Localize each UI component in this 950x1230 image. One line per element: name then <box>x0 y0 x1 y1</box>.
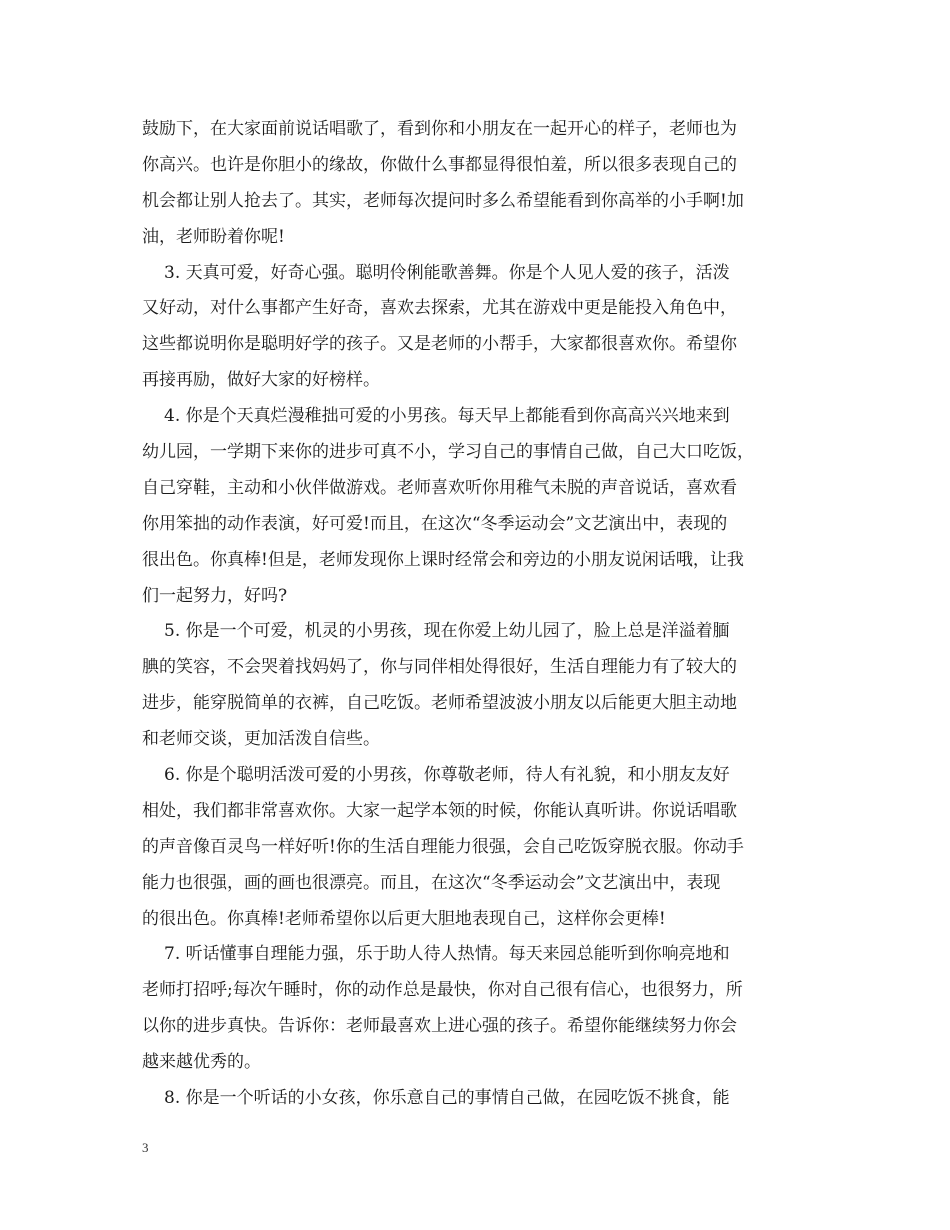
text-line: 能力也很强，画的画也很漂亮。而且，在这次“冬季运动会”文艺演出中，表现 <box>142 872 721 893</box>
text-line: 腆的笑容，不会哭着找妈妈了，你与同伴相处得很好，生活自理能力有了较大的 <box>142 657 737 678</box>
text-line: 越来越优秀的。 <box>142 1052 261 1073</box>
text-line: 油，老师盼着你呢! <box>142 226 285 247</box>
paragraph-7-start: 7. 听话懂事自理能力强，乐于助人待人热情。每天来园总能听到你响亮地和 <box>164 944 730 965</box>
text-line: 们一起努力，好吗? <box>142 585 288 606</box>
text-line: 你高兴。也许是你胆小的缘故，你做什么事都显得很怕羞，所以很多表现自己的 <box>142 154 737 175</box>
text-line: 再接再励，做好大家的好榜样。 <box>142 370 380 391</box>
text-line: 你用笨拙的动作表演，好可爱!而且，在这次“冬季运动会”文艺演出中，表现的 <box>142 513 728 534</box>
paragraph-5-start: 5. 你是一个可爱，机灵的小男孩，现在你爱上幼儿园了，脸上总是洋溢着腼 <box>164 621 730 642</box>
text-line: 的声音像百灵鸟一样好听!你的生活自理能力很强，会自己吃饭穿脱衣服。你动手 <box>142 836 744 857</box>
text-line: 的很出色。你真棒!老师希望你以后更大胆地表现自己，这样你会更棒! <box>142 908 666 929</box>
text-line: 老师打招呼;每次午睡时，你的动作总是最快，你对自己很有信心，也很努力，所 <box>142 980 743 1001</box>
text-line: 幼儿园，一学期下来你的进步可真不小，学习自己的事情自己做，自己大口吃饭， <box>142 442 754 463</box>
paragraph-8-start: 8. 你是一个听话的小女孩，你乐意自己的事情自己做，在园吃饭不挑食，能 <box>164 1088 730 1109</box>
text-line: 很出色。你真棒!但是，老师发现你上课时经常会和旁边的小朋友说闲话哦，让我 <box>142 549 744 570</box>
paragraph-4-start: 4. 你是个天真烂漫稚拙可爱的小男孩。每天早上都能看到你高高兴兴地来到 <box>164 406 730 427</box>
text-line: 以你的进步真快。告诉你：老师最喜欢上进心强的孩子。希望你能继续努力你会 <box>142 1016 737 1037</box>
text-line: 自己穿鞋，主动和小伙伴做游戏。老师喜欢听你用稚气未脱的声音说话，喜欢看 <box>142 477 737 498</box>
body-text <box>142 112 822 1117</box>
text-line: 这些都说明你是聪明好学的孩子。又是老师的小帮手，大家都很喜欢你。希望你 <box>142 334 737 355</box>
text-line: 鼓励下，在大家面前说话唱歌了，看到你和小朋友在一起开心的样子，老师也为 <box>142 119 737 139</box>
paragraph-3-start: 3. 天真可爱，好奇心强。聪明伶俐能歌善舞。你是个人见人爱的孩子，活泼 <box>164 262 730 283</box>
text-line: 和老师交谈，更加活泼自信些。 <box>142 729 380 750</box>
page-number: 3 <box>142 1140 149 1155</box>
text-line: 机会都让别人抢去了。其实，老师每次提问时多么希望能看到你高举的小手啊!加 <box>142 190 744 211</box>
paragraph-6-start: 6. 你是个聪明活泼可爱的小男孩，你尊敬老师，待人有礼貌，和小朋友友好 <box>164 765 730 786</box>
text-line: 进步，能穿脱简单的衣裤，自己吃饭。老师希望波波小朋友以后能更大胆主动地 <box>142 693 737 714</box>
text-line: 相处，我们都非常喜欢你。大家一起学本领的时候，你能认真听讲。你说话唱歌 <box>142 800 737 821</box>
text-line: 又好动，对什么事都产生好奇，喜欢去探索，尤其在游戏中更是能投入角色中， <box>142 298 737 319</box>
